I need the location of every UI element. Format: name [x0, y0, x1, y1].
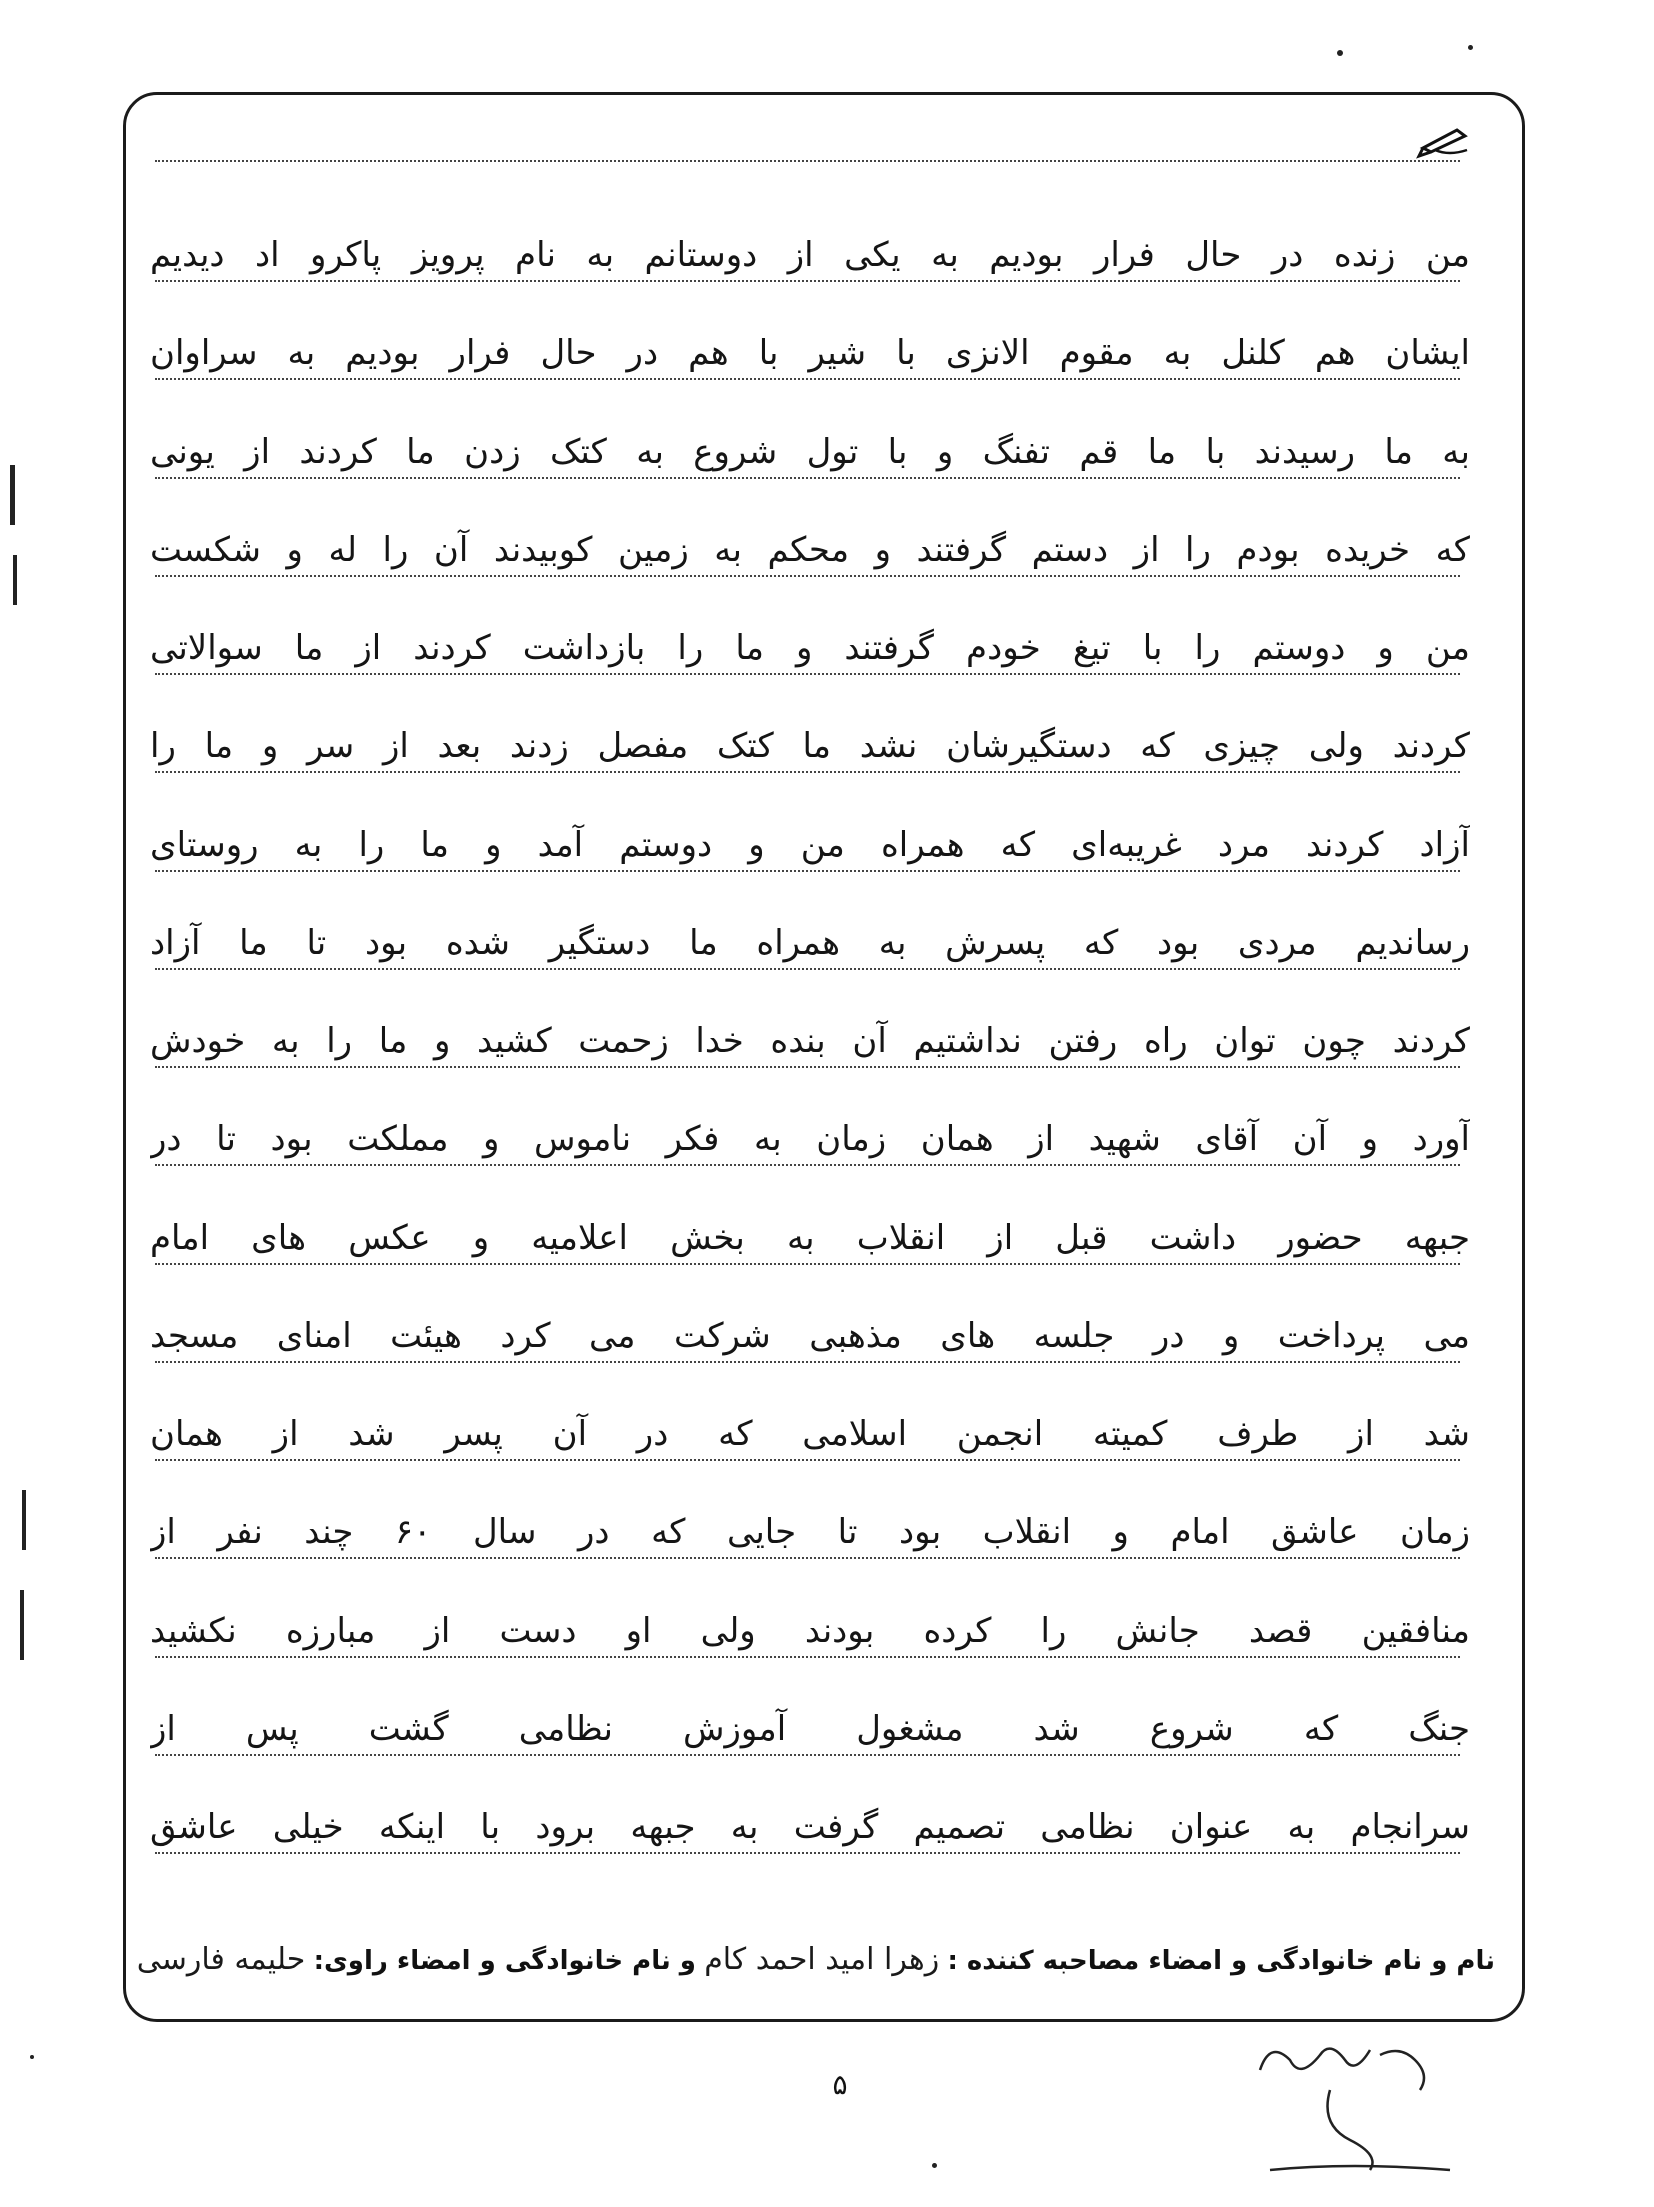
handwritten-line: کردند ولی چیزی که دستگیرشان نشد ما کتک مفصل زدند بعد از سر و ما را [150, 726, 1470, 766]
handwritten-line: منافقین قصد جانش را کرده بودند ولی او دست از مبارزه نکشید [150, 1611, 1470, 1651]
handwritten-line: شد از طرف کمیته انجمن اسلامی که در آن پسر شد از همان [150, 1414, 1470, 1454]
page-number: ۵ [832, 2068, 848, 2101]
handwritten-line: کردند چون توان راه رفتن نداشتیم آن بنده خدا زحمت کشید و ما را به خودش [150, 1021, 1470, 1061]
header-rule [155, 160, 1460, 162]
handwritten-line: جبهه حضور داشت قبل از انقلاب به بخش اعلامیه و عکس های امام [150, 1218, 1470, 1258]
handwritten-line: آزاد کردند مرد غریبه‌ای که همراه من و دوستم آمد و ما را به روستای [150, 825, 1470, 865]
handwritten-line: زمان عاشق امام و انقلاب بود تا جایی که در سال ۶۰ چند نفر از [150, 1512, 1470, 1552]
footer-signature-row [136, 1938, 1495, 1982]
dust-speck [1337, 50, 1343, 56]
pen-icon [1415, 120, 1475, 160]
dust-speck [30, 2055, 34, 2059]
punch-mark [10, 465, 15, 525]
handwritten-line: که خریده بودم را از دستم گرفتند و محکم به زمین کوبیدند آن را له و شکست [150, 530, 1470, 570]
handwritten-line: من و دوستم را با تیغ خودم گرفتند و ما را بازداشت کردند از ما سوالاتی [150, 628, 1470, 668]
punch-mark [22, 1490, 26, 1550]
signature [1230, 2030, 1460, 2190]
punch-mark [20, 1590, 24, 1660]
punch-mark [13, 555, 17, 605]
dust-speck [1468, 45, 1473, 50]
handwritten-line: به ما رسیدند با ما قم تفنگ و با تول شروع به کتک زدن ما کردند از یونی [150, 432, 1470, 472]
handwritten-line: می پرداخت و در جلسه های مذهبی شرکت می کرد هیئت امنای مسجد [150, 1316, 1470, 1356]
handwritten-line: جنگ که شروع شد مشغول آموزش نظامی گشت پس از [150, 1709, 1470, 1749]
handwritten-line: ایشان هم کلنل به مقوم الانزی با شیر با هم در حال فرار بودیم به سراوان [150, 333, 1470, 373]
handwritten-line: رساندیم مردی بود که پسرش به همراه ما دستگیر شده بود تا ما آزاد [150, 923, 1470, 963]
interviewer-name: زهرا امید احمد کام [704, 1942, 940, 1977]
handwritten-line: سرانجام به عنوان نظامی تصمیم گرفت به جبهه برود با اینکه خیلی عاشق [150, 1807, 1470, 1847]
handwritten-line: آورد و آن آقای شهید از همان زمان به فکر ناموس و مملکت بود تا در [150, 1119, 1470, 1159]
interviewer-label: نام و نام خانوادگی و امضاء مصاحبه کننده : [947, 1946, 1495, 1976]
handwritten-line: من زنده در حال فرار بودیم به یکی از دوستانم به نام پرویز پاکرو اد دیدیم [150, 235, 1470, 275]
dust-speck [932, 2163, 937, 2168]
narrator-label: و نام خانوادگی و امضاء راوی: [313, 1946, 696, 1976]
narrator-name: حلیمه فارسی [136, 1942, 306, 1977]
